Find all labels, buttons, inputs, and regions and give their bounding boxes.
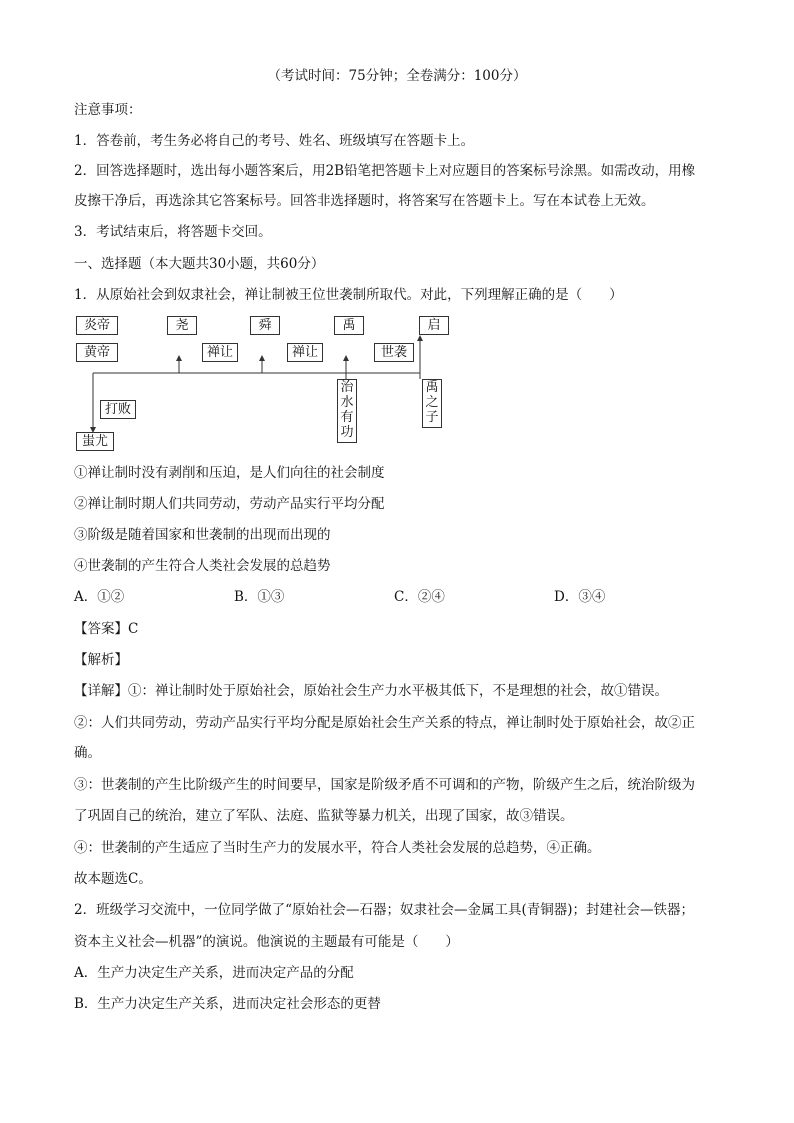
analysis-line: ④：世袭制的产生适应了当时生产力的发展水平，符合人类社会发展的总趋势，④正确。 (74, 840, 601, 856)
chiyou-box: 蚩尤 (76, 432, 114, 451)
statement-4: ④世袭制的产生符合人类社会发展的总趋势 (74, 558, 331, 574)
option-c: C．②④ (394, 589, 445, 605)
dabai-box: 打败 (100, 400, 136, 419)
succession-diagram (74, 314, 454, 456)
q2-option-b: B．生产力决定生产关系，进而决定社会形态的更替 (74, 996, 381, 1012)
analysis-line: ②：人们共同劳动，劳动产品实行平均分配是原始社会生产关系的特点，禅让制时处于原始社会，故②正 (74, 715, 695, 731)
huangdi-box: 黄帝 (76, 343, 118, 362)
analysis-line: 故本题选C。 (74, 871, 152, 887)
shixi-box: 世袭 (374, 343, 414, 362)
yao-box: 尧 (167, 316, 197, 335)
analysis-line: 了巩固自己的统治，建立了军队、法庭、监狱等暴力机关，出现了国家，故③错误。 (74, 808, 574, 824)
shun-box: 舜 (250, 316, 280, 335)
section-title: 一、选择题（本大题共30小题，共60分） (74, 256, 325, 272)
option-b: B．①③ (234, 589, 285, 605)
question-2-stem: 资本主义社会—机器”的演说。他演说的主题最有可能是（ ） (74, 934, 459, 950)
qi-box: 启 (419, 316, 449, 335)
analysis-line: 确。 (74, 745, 101, 761)
statement-1: ①禅让制时没有剥削和压迫，是人们向往的社会制度 (74, 465, 385, 481)
note-item: 皮擦干净后，再选涂其它答案标号。回答非选择题时，将答案写在答题卡上。写在本试卷上无效。 (74, 193, 655, 209)
q2-option-a: A．生产力决定生产关系，进而决定产品的分配 (74, 965, 354, 981)
note-item: 1．答卷前，考生务必将自己的考号、姓名、班级填写在答题卡上。 (74, 133, 475, 149)
question-1-stem: 1．从原始社会到奴隶社会，禅让制被王位世袭制所取代。对此，下列理解正确的是（ ） (74, 287, 623, 303)
statement-3: ③阶级是随着国家和世袭制的出现而出现的 (74, 527, 331, 543)
note-item: 3．考试结束后，将答题卡交回。 (74, 224, 272, 240)
note-item: 2．回答选择题时，选出每小题答案后，用2B铅笔把答题卡上对应题目的答案标号涂黑。如需改动，用橡 (74, 163, 696, 179)
yu-box: 禹 (334, 316, 364, 335)
yuzhizi-box: 禹 之 子 (422, 379, 442, 428)
analysis-line: 【详解】①：禅让制时处于原始社会，原始社会生产力水平极其低下，不是理想的社会，故①错误。 (74, 683, 668, 699)
exam-info: （考试时间：75分钟；全卷满分：100分） (267, 68, 527, 84)
analysis-line: ③：世袭制的产生比阶级产生的时间要早，国家是阶级矛盾不可调和的产物，阶级产生之后，统治阶级为 (74, 777, 695, 793)
notes-title: 注意事项： (74, 102, 142, 118)
diagram-lines (74, 314, 454, 456)
question-2-stem: 2．班级学习交流中，一位同学做了“原始社会—石器；奴隶社会—金属工具(青铜器)；封建社会—铁器； (74, 902, 695, 918)
option-a: A．①② (74, 589, 125, 605)
zhishui-box: 治 水 有 功 (337, 379, 357, 443)
answer: 【答案】C (74, 621, 139, 637)
shanrang-box-1: 禅让 (202, 343, 238, 362)
option-d: D．③④ (554, 589, 606, 605)
yandi-box: 炎帝 (76, 316, 118, 335)
analysis-title: 【解析】 (74, 652, 128, 668)
statement-2: ②禅让制时期人们共同劳动，劳动产品实行平均分配 (74, 496, 385, 512)
shanrang-box-2: 禅让 (287, 343, 323, 362)
